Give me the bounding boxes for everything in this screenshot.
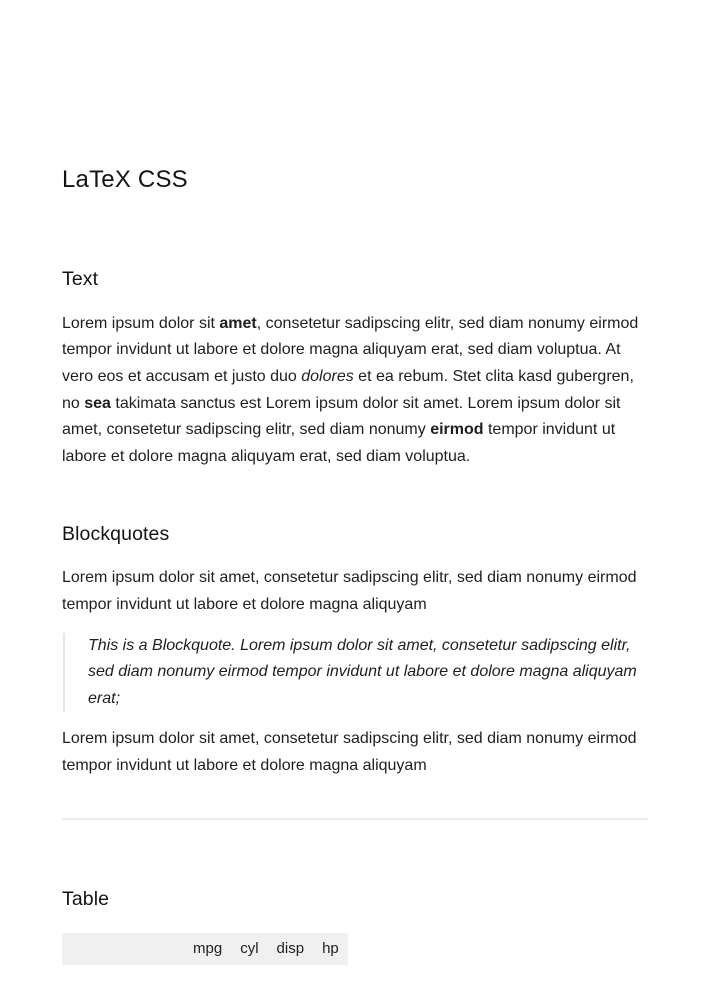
text-paragraph: Lorem ipsum dolor sit amet, consetetur sadipscing elitr, sed diam nonumy eirmod tempor invidunt ut labore et dolore magna aliquyam erat, sed diam voluptua. At vero eos et accusam et justo duo dolores et ea rebum. Stet clita kasd gubergren, no sea takimata sanctus est Lorem ipsum dolor sit amet. Lorem ipsum dolor sit amet, consetetur sadipscing elitr, sed diam nonumy eirmod tempor invidunt ut labore et dolore magna aliquyam erat, sed diam voluptua. [62, 314, 639, 465]
column-header-disp: disp [276, 939, 305, 957]
column-header-rowname [62, 933, 184, 965]
table-header [62, 933, 348, 965]
paragraph-after-blockquote: Lorem ipsum dolor sit amet, consetetur sadipscing elitr, sed diam nonumy eirmod tempor invidunt ut labore et dolore magna aliquyam [62, 730, 637, 774]
data-table [62, 933, 348, 965]
section-heading-table: Table [62, 887, 110, 910]
horizontal-rule [62, 818, 648, 820]
section-heading-blockquotes: Blockquotes [62, 523, 170, 546]
column-header-mpg: mpg [193, 939, 223, 957]
column-header-hp: hp [322, 939, 339, 957]
document-page [62, 0, 648, 965]
table-header-row [62, 933, 348, 965]
section-heading-text: Text [62, 267, 99, 290]
paragraph-before-blockquote: Lorem ipsum dolor sit amet, consetetur sadipscing elitr, sed diam nonumy eirmod tempor invidunt ut labore et dolore magna aliquyam [62, 569, 637, 613]
blockquote: This is a Blockquote. Lorem ipsum dolor sit amet, consetetur sadipscing elitr, sed diam nonumy eirmod tempor invidunt ut labore et dolore magna aliquyam erat; [63, 633, 648, 713]
column-header-cyl: cyl [240, 939, 259, 957]
page-title: LaTeX CSS [62, 166, 188, 193]
